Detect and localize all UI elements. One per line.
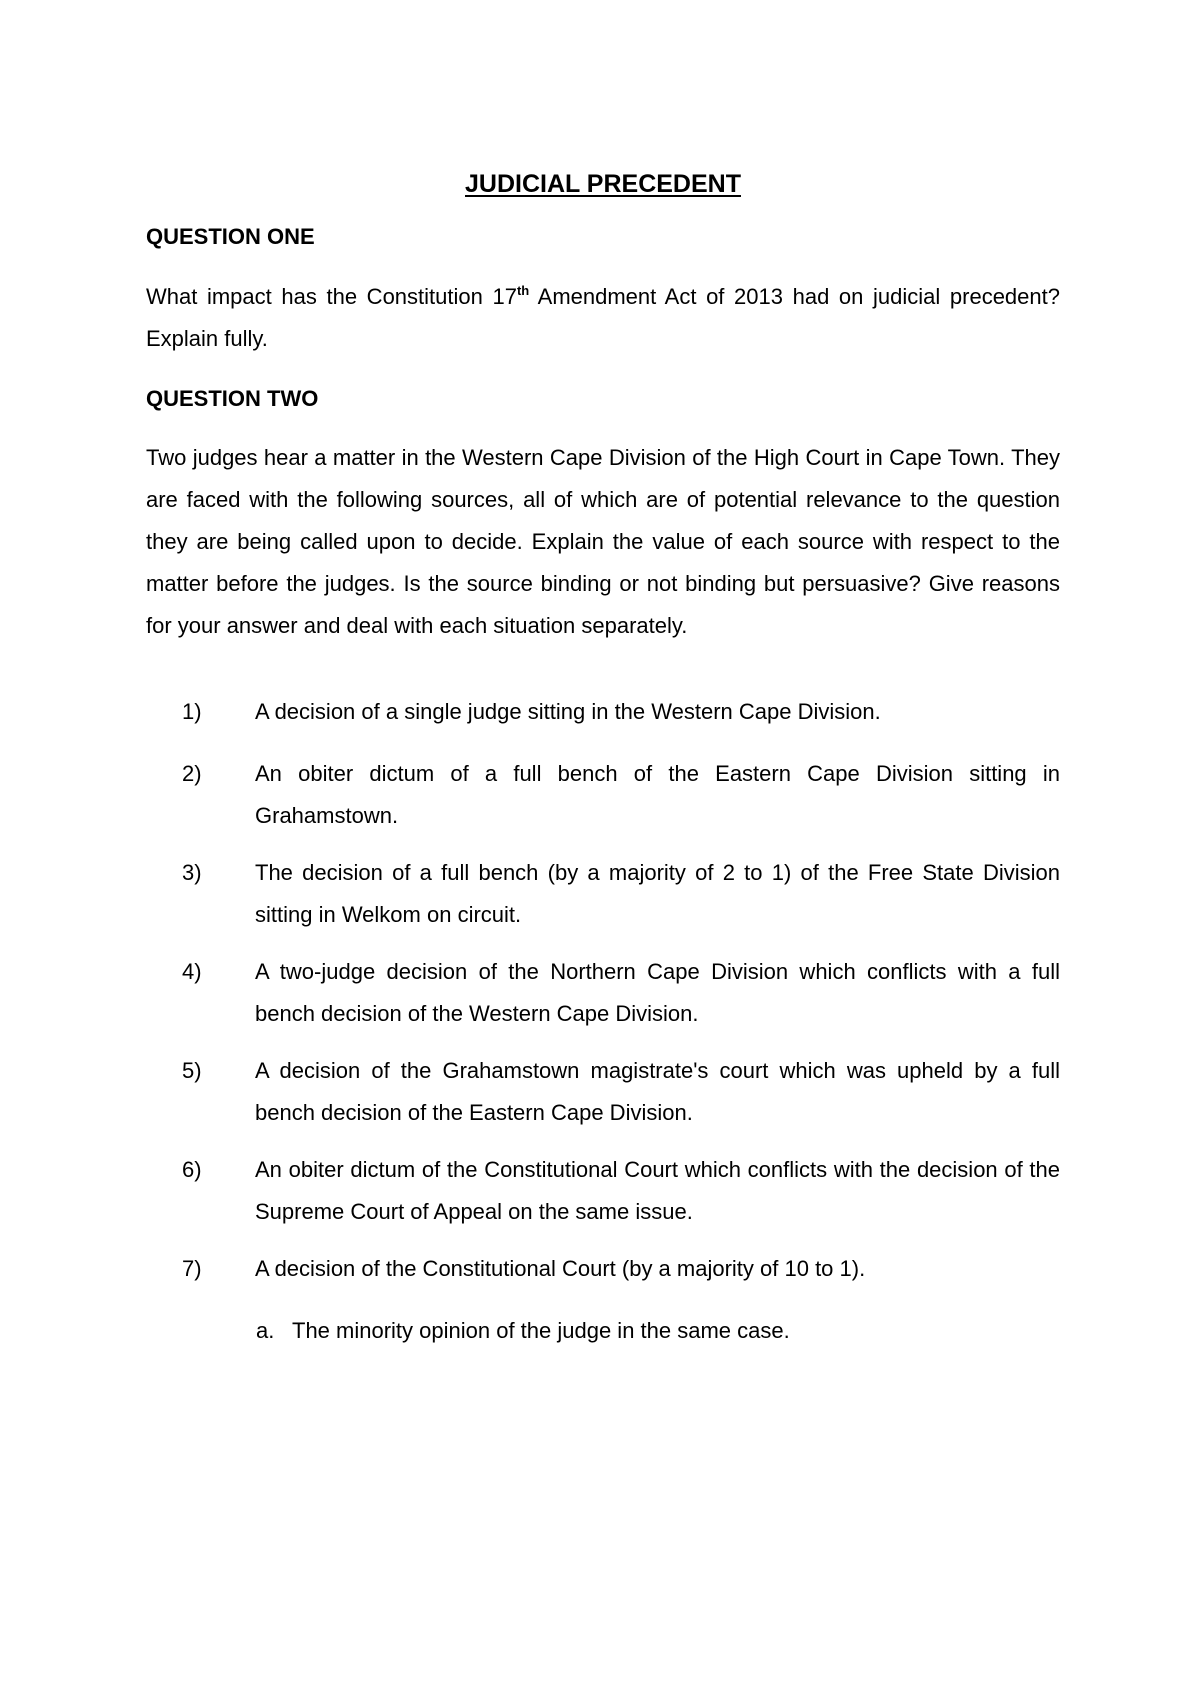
list-item — [182, 1050, 1060, 1134]
list-item-text: A decision of the Grahamstown magistrate's court which was upheld by a full bench decision of the Eastern Cape Division. — [255, 1058, 1060, 1125]
list-item — [182, 691, 1060, 733]
list-item-number: 7) — [182, 1256, 202, 1281]
list-item — [182, 951, 1060, 1035]
sub-list-item — [256, 1310, 1060, 1352]
question-two-intro: Two judges hear a matter in the Western Cape Division of the High Court in Cape Town. They are faced with the following sources, all of which are of potential relevance to the question they are being called upon to decide. Explain the value of each source with respect to the matter before the judges. Is the source binding or not binding but persuasive? Give reasons for your answer and deal with each situation separately. — [146, 445, 1060, 638]
list-item-number: 6) — [182, 1157, 202, 1182]
sub-list-item-text: The minority opinion of the judge in the same case. — [292, 1318, 790, 1343]
list-item-text: An obiter dictum of the Constitutional Court which conflicts with the decision of the Supreme Court of Appeal on the same issue. — [255, 1157, 1060, 1224]
question-two-heading: QUESTION TWO — [146, 386, 319, 411]
document-title-text: JUDICIAL PRECEDENT — [465, 170, 741, 198]
list-item — [182, 1149, 1060, 1233]
document-page — [146, 0, 1060, 1698]
list-item-number: 5) — [182, 1058, 202, 1083]
list-item-number: 2) — [182, 761, 202, 786]
list-item — [182, 852, 1060, 936]
list-item-number: 4) — [182, 959, 202, 984]
document-title — [146, 166, 1060, 202]
list-item-text: A decision of the Constitutional Court (by a majority of 10 to 1). — [255, 1256, 866, 1281]
ordinal-suffix: th — [516, 283, 530, 298]
sub-list-item-letter: a. — [256, 1318, 275, 1343]
question-one-text-end: Amendment Act of 2013 had on judicial precedent? Explain fully. — [146, 284, 1060, 351]
list-item-text: An obiter dictum of a full bench of the Eastern Cape Division sitting in Grahamstown. — [255, 761, 1060, 828]
list-item-text: The decision of a full bench (by a majority of 2 to 1) of the Free State Division sitting in Welkom on circuit. — [255, 860, 1060, 927]
question-one-text — [146, 276, 1060, 360]
list-item — [182, 1248, 1060, 1290]
question-one-text-start: What impact has the Constitution 17 — [146, 284, 517, 309]
list-item-text: A two-judge decision of the Northern Cape Division which conflicts with a full bench decision of the Western Cape Division. — [255, 959, 1060, 1026]
question-one-heading: QUESTION ONE — [146, 224, 315, 249]
list-item — [182, 753, 1060, 837]
list-item-number: 1) — [182, 699, 202, 724]
list-item-text: A decision of a single judge sitting in the Western Cape Division. — [255, 699, 881, 724]
list-item-number: 3) — [182, 860, 202, 885]
